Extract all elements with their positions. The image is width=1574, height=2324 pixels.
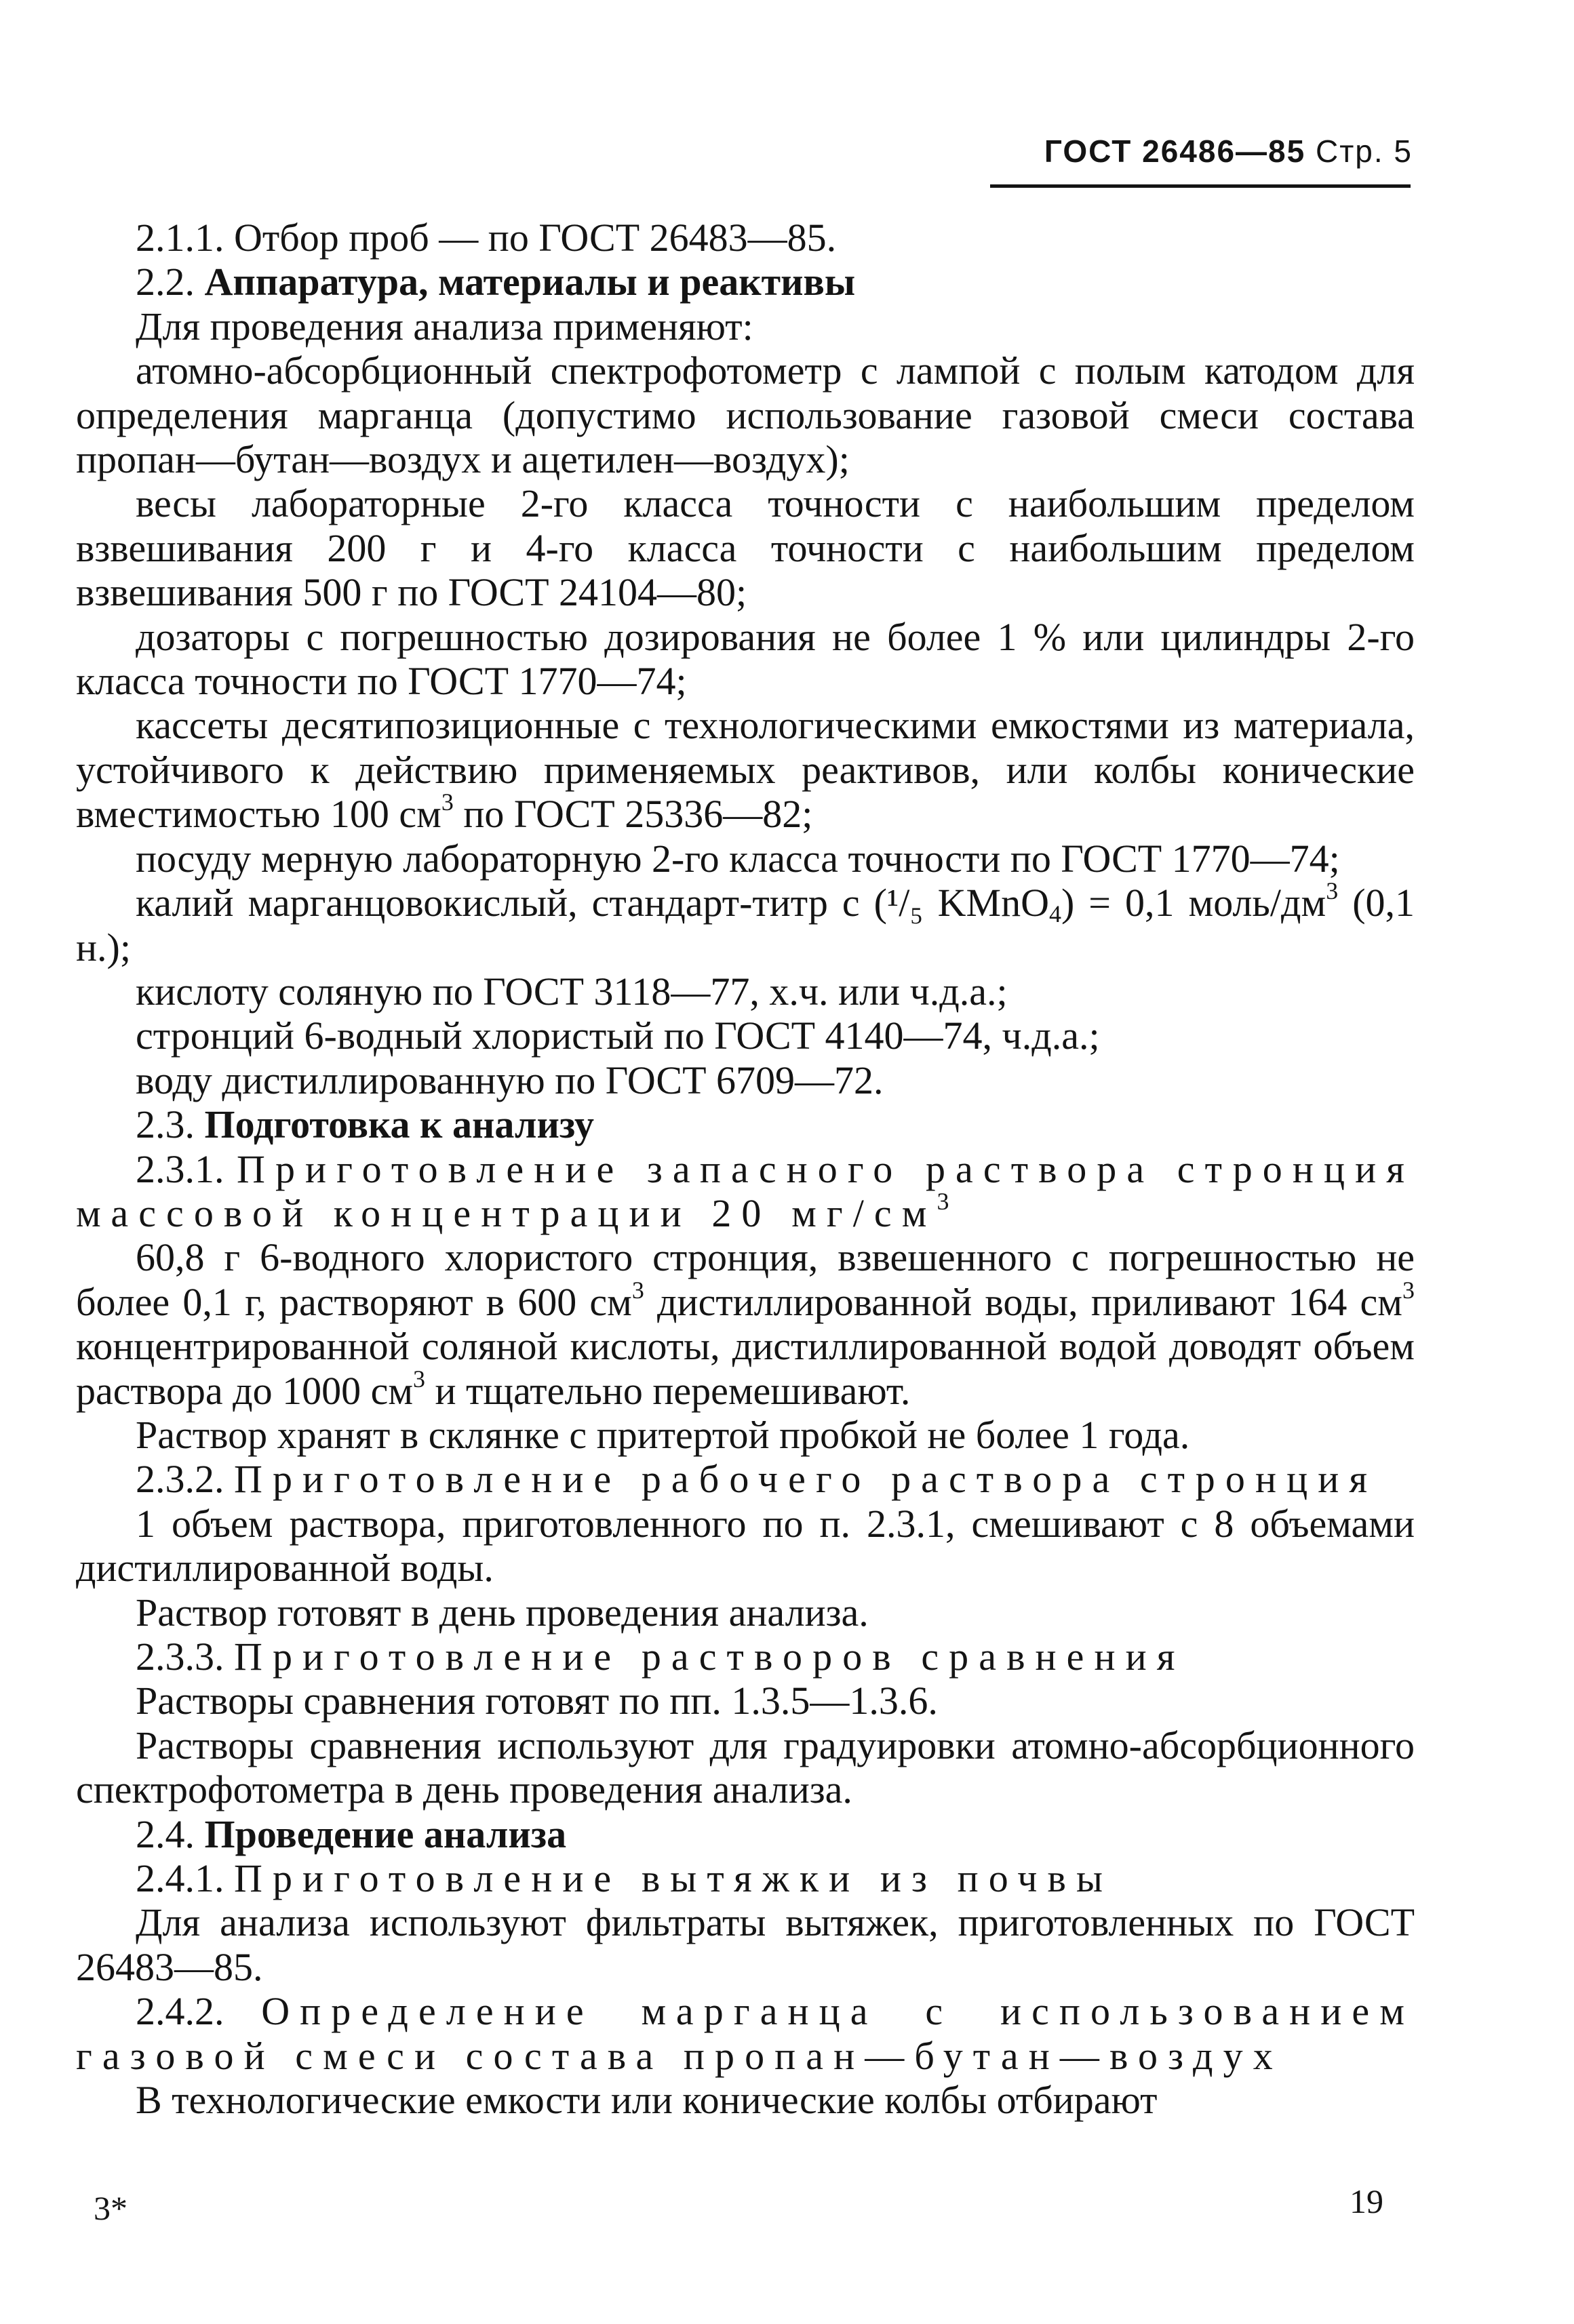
para-2-3-1-a: 60,8 г 6-водного хлористого стронция, взвешенного с погрешностью не более 0,1 г, растворяют в 600 $см^3$ дистиллированной воды, приливают 164 $см^3$ концентрированной соляной кислоты, дистиллированной водой доводят объем раствора до 1000 $см^3$ и тщательно перемешивают. [76, 1235, 1415, 1413]
heading-2-3-1: 2.3.1. Приготовление запасного раствора стронция массовой концентрации 20 $мг/см^3$ [76, 1146, 1415, 1235]
list-item: посуду мерную лабораторную 2-го класса точности по ГОСТ 1770—74; [136, 836, 1340, 881]
standard-number: ГОСТ 26486—85 [1044, 134, 1306, 169]
list-item: стронций 6-водный хлористый по ГОСТ 4140—74, ч.д.а.; [136, 1014, 1100, 1058]
list-item: кассеты десятипозиционные с технологическими емкостями из материала, устойчивого к действию применяемых реактивов, или колбы конические вместимостью 100 $см^3$ по ГОСТ 25336—82; [76, 703, 1415, 837]
page-number: 19 [1350, 2182, 1383, 2220]
list-item: атомно-абсорбционный спектрофотометр с лампой с полым катодом для определения марганца (допустимо использование газовой смеси состава пропан—бутан—воздух и ацетилен—воздух); [76, 348, 1415, 482]
para-2-3-2-b: Раствор готовят в день проведения анализа. [136, 1590, 869, 1635]
header-rule [990, 184, 1411, 188]
heading-2-3-title: Подготовка к анализу [204, 1102, 594, 1147]
para-intro: Для проведения анализа применяют: [136, 304, 753, 348]
signature-mark: 3* [94, 2189, 127, 2227]
heading-2-3-3-title: Приготовление растворов сравнения [234, 1635, 1185, 1679]
list-item: калий марганцовокислый, стандарт-титр с (¹/₅ KMnO$_4$) = 0,1 моль/$дм^3$ (0,1 н.); [76, 877, 1415, 969]
list-item: кислоту соляную по ГОСТ 3118—77, х.ч. или ч.д.а.; [136, 969, 1008, 1014]
heading-2-4-1-title: Приготовление вытяжки из почвы [234, 1856, 1114, 1901]
heading-2-4-2-title: Определение марганца с использованием газовой смеси состава пропан—бутан—воздух [76, 1989, 1415, 2078]
heading-2-3-2-title: Приготовление рабочего раствора стронция [234, 1457, 1378, 1502]
para-2-4-1-a: Для анализа используют фильтраты вытяжек, приготовленных по ГОСТ 26483—85. [76, 1900, 1415, 1989]
heading-2-3-2: 2.3.2. Приготовление рабочего раствора стронция [136, 1457, 1378, 1502]
heading-2-3-3: 2.3.3. Приготовление растворов сравнения [136, 1635, 1185, 1679]
para-2-1-1: 2.1.1. Отбор проб — по ГОСТ 26483—85. [136, 216, 837, 260]
list-item: весы лабораторные 2-го класса точности с наибольшим пределом взвешивания 200 г и 4-го класса точности с наибольшим пределом взвешивания 500 г по ГОСТ 24104—80; [76, 481, 1415, 615]
header-page: Стр. 5 [1315, 134, 1413, 169]
para-2-3-3-a: Растворы сравнения готовят по пп. 1.3.5—1.3.6. [136, 1679, 938, 1723]
heading-2-4: 2.4. Проведение анализа [136, 1811, 567, 1856]
heading-2-2-title: Аппаратура, материалы и реактивы [204, 260, 856, 304]
heading-2-2: 2.2. Аппаратура, материалы и реактивы [136, 260, 856, 304]
running-header [1044, 133, 1413, 169]
list-item: воду дистиллированную по ГОСТ 6709—72. [136, 1058, 884, 1102]
para-2-4-2-a: В технологические емкости или конические колбы отбирают [136, 2078, 1158, 2123]
heading-2-4-1: 2.4.1. Приготовление вытяжки из почвы [136, 1856, 1114, 1901]
para-2-3-1-b: Раствор хранят в склянке с притертой пробкой не более 1 года. [136, 1412, 1190, 1457]
document-body [76, 216, 1415, 2122]
heading-2-4-title: Проведение анализа [204, 1811, 567, 1856]
heading-2-3-1-title: Приготовление запасного раствора стронция массовой концентрации 20 мг/см [76, 1146, 1415, 1235]
para-2-3-3-b: Растворы сравнения используют для градуировки атомно-абсорбционного спектрофотометра в день проведения анализа. [76, 1723, 1415, 1812]
heading-2-4-2: 2.4.2. Определение марганца с использованием газовой смеси состава пропан—бутан—воздух [76, 1989, 1415, 2078]
para-2-3-2-a: 1 объем раствора, приготовленного по п. 2.3.1, смешивают с 8 объемами дистиллированной воды. [76, 1501, 1415, 1590]
list-item: дозаторы с погрешностью дозирования не более 1 % или цилиндры 2-го класса точности по ГОСТ 1770—74; [76, 614, 1415, 704]
heading-2-3: 2.3. Подготовка к анализу [136, 1102, 594, 1147]
